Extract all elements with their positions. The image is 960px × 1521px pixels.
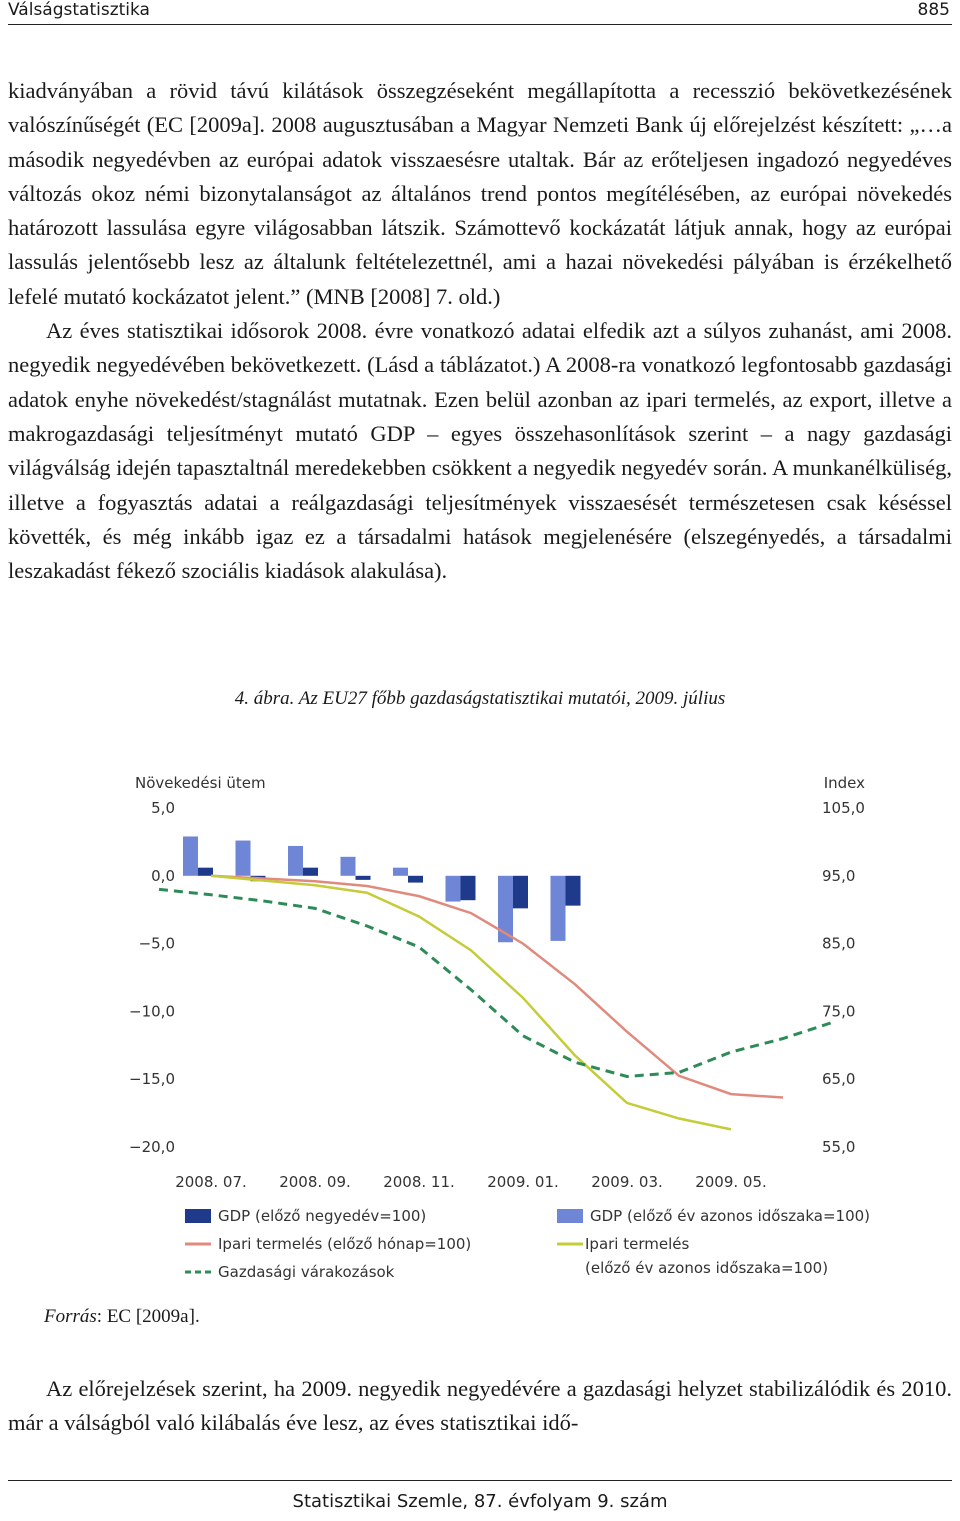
running-footer: Statisztikai Szemle, 87. évfolyam 9. szám bbox=[8, 1480, 952, 1512]
legend-label: GDP (előző negyedév=100) bbox=[218, 1207, 427, 1225]
left-tick-label: 0,0 bbox=[151, 866, 175, 885]
page-number: 885 bbox=[917, 0, 950, 20]
right-tick-label: 55,0 bbox=[822, 1138, 856, 1156]
right-tick-label: 85,0 bbox=[822, 934, 856, 953]
right-tick-label: 65,0 bbox=[822, 1070, 856, 1089]
legend-label: (előző év azonos időszaka=100) bbox=[585, 1259, 829, 1277]
legend-label: Gazdasági várakozások bbox=[218, 1263, 395, 1281]
bar-gdp-qoq bbox=[461, 876, 476, 900]
x-tick-label: 2009. 05. bbox=[695, 1173, 767, 1191]
left-tick-label: 5,0 bbox=[151, 799, 175, 817]
legend-swatch bbox=[557, 1209, 583, 1223]
paragraph-3: Az előrejelzések szerint, ha 2009. negyedik negyedévére a gazdasági helyzet stabilizálódik és 2010. már a válságból való kilábalás éve lesz, az éves statisztikai idő- bbox=[8, 1376, 952, 1436]
left-axis-title: Növekedési ütem bbox=[135, 774, 266, 792]
right-tick-label: 95,0 bbox=[822, 866, 856, 885]
bar-gdp-yoy bbox=[236, 841, 251, 876]
right-tick-label: 75,0 bbox=[822, 1002, 856, 1021]
bar-gdp-yoy bbox=[393, 868, 408, 876]
running-title: Válságstatisztika bbox=[8, 0, 150, 20]
left-tick-label: −5,0 bbox=[138, 934, 175, 953]
x-axis-labels bbox=[175, 1173, 767, 1191]
right-axis-ticks bbox=[822, 799, 865, 1156]
bar-gdp-qoq bbox=[566, 876, 581, 906]
running-header bbox=[8, 0, 952, 25]
chart bbox=[0, 745, 960, 1305]
bar-gdp-qoq bbox=[513, 876, 528, 909]
legend-label: Ipari termelés (előző hónap=100) bbox=[218, 1235, 472, 1253]
paragraph-2: Az éves statisztikai idősorok 2008. évre vonatkozó adatai elfedik azt a súlyos zuhanást, ami 2008. negyedik negyedévében bekövetkezett. (Lásd a táblázatot.) A 2008-ra vonatkozó legfontosabb gazdasági adatok enyhe növekedést/stagnálást mutatnak. Ezen belül azonban az ipari termelés, az export, illetve a makrogazdasági teljesítményt mutató GDP – egyes összehasonlítások szerint – a nagy gazdasági világválság idején tapasztaltnál meredekebben csökkent a negyedik negyedév során. A munkanélküliség, illetve a fogyasztás adatai a reálgazdasági teljesítmények visszaesését természetesen csak késéssel követték, és még inkább igaz ez a társadalmi hatások megjelenésére (elszegényedés, a társadalmi leszakadást fékező szociális kiadások alakulása). bbox=[8, 318, 952, 584]
series-line bbox=[159, 889, 835, 1076]
x-tick-label: 2008. 11. bbox=[383, 1173, 455, 1191]
x-tick-label: 2008. 07. bbox=[175, 1173, 247, 1191]
bar-gdp-yoy bbox=[183, 836, 198, 875]
x-tick-label: 2009. 01. bbox=[487, 1173, 559, 1191]
legend-swatch bbox=[185, 1209, 211, 1223]
x-tick-label: 2009. 03. bbox=[591, 1173, 663, 1191]
bar-gdp-yoy bbox=[446, 876, 461, 902]
closing-text bbox=[8, 1372, 952, 1441]
left-axis-ticks bbox=[129, 799, 175, 1156]
bar-gdp-qoq bbox=[198, 868, 213, 876]
x-tick-label: 2008. 09. bbox=[279, 1173, 351, 1191]
line-series bbox=[159, 876, 835, 1130]
left-tick-label: −15,0 bbox=[129, 1070, 175, 1089]
right-tick-label: 105,0 bbox=[822, 799, 865, 817]
body-text bbox=[8, 74, 952, 588]
left-tick-label: −20,0 bbox=[129, 1138, 175, 1156]
bar-gdp-yoy bbox=[551, 876, 566, 941]
left-tick-label: −10,0 bbox=[129, 1002, 175, 1021]
bar-gdp-yoy bbox=[288, 846, 303, 876]
bar-gdp-qoq bbox=[356, 876, 371, 880]
bar-gdp-yoy bbox=[341, 857, 356, 876]
bar-gdp-qoq bbox=[408, 876, 423, 883]
figure-source: Forrás: EC [2009a]. bbox=[44, 1306, 200, 1327]
figure-caption: 4. ábra. Az EU27 főbb gazdaságstatisztikai mutatói, 2009. július bbox=[234, 688, 726, 709]
legend-label: GDP (előző év azonos időszaka=100) bbox=[590, 1207, 871, 1225]
paragraph-1: kiadványában a rövid távú kilátások összegzéseként megállapította a recesszió bekövetkezésének valószínűségét (EC [2009a]. 2008 augusztusában a Magyar Nemzeti Bank új előrejelzést készített: „…a második negyedévben az európai adatok visszaesésre utaltak. Bár az erőteljesen ingadozó negyedéves változás okoz némi bizonytalanságot az általános trend pontos megítélésében, az európai növekedés határozott lassulása egyre világosabban látszik. Számottevő kockázatát látjuk annak, hogy az európai lassulás jelentősebb lesz az általunk feltételezettnél, ami a hazai növekedési pályában is érzékelhető lefelé mutató kockázatot jelent.” (MNB [2008] 7. old.) bbox=[8, 78, 952, 309]
bar-gdp-qoq bbox=[303, 868, 318, 876]
right-axis-title: Index bbox=[823, 774, 865, 792]
legend bbox=[185, 1207, 870, 1281]
legend-label: Ipari termelés bbox=[585, 1235, 690, 1253]
